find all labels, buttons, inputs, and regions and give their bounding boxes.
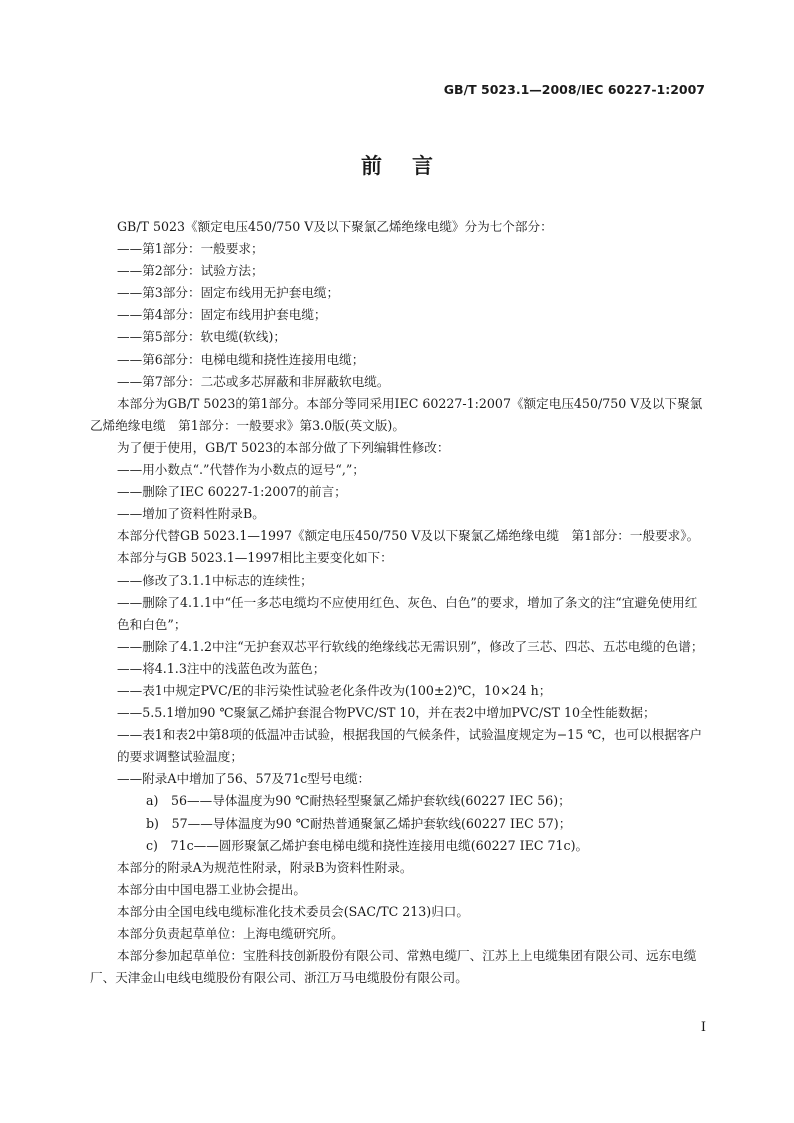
list-item: ——删除了4.1.1中“任一多芯电缆均不应使用红色、灰色、白色”的要求，增加了条文的注“宜避免使用红色和白色”； [117, 594, 698, 632]
paragraph: 本部分代替GB 5023.1—1997《额定电压450/750 V及以下聚氯乙烯绝缘电缆 第1部分：一般要求》。 [117, 528, 700, 544]
paragraph: 本部分负责起草单位：上海电缆研究所。 [117, 926, 344, 941]
page-title: 前言 [361, 153, 463, 178]
list-item: ——第3部分：固定布线用无护套电缆； [117, 285, 340, 301]
list-item: ——第5部分：软电缆(软线)； [117, 329, 286, 345]
sub-list-item: b) 57——导体温度为90 ℃耐热普通聚氯乙烯护套软线(60227 IEC 57)； [146, 815, 572, 831]
paragraph: 为了便于使用，GB/T 5023的本部分做了下列编辑性修改： [117, 439, 450, 455]
standard-code-header: GB/T 5023.1—2008/IEC 60227-1:2007 [443, 82, 705, 97]
list-item: ——将4.1.3注中的浅蓝色改为蓝色； [117, 660, 326, 676]
list-item: ——用小数点“.”代替作为小数点的逗号“,”； [117, 462, 365, 478]
list-item: ——第2部分：试验方法； [117, 263, 264, 279]
page-number: I [700, 1020, 706, 1035]
list-item: ——第7部分：二芯或多芯屏蔽和非屏蔽软电缆。 [117, 373, 390, 389]
list-item: ——第1部分：一般要求； [117, 241, 264, 257]
document-body [90, 216, 706, 989]
sub-list-item: a) 56——导体温度为90 ℃耐热轻型聚氯乙烯护套软线(60227 IEC 56)； [146, 793, 571, 809]
list-item: ——表1中规定PVC/E的非污染性试验老化条件改为(100±2)℃，10×24 h； [117, 682, 552, 698]
list-item: ——删除了IEC 60227-1:2007的前言； [117, 484, 347, 500]
paragraph: 本部分参加起草单位：宝胜科技创新股份有限公司、常熟电缆厂、江苏上上电缆集团有限公司、远东电缆厂、天津金山电线电缆股份有限公司、浙江万马电缆股份有限公司。 [90, 948, 697, 986]
paragraph: 本部分由全国电线电缆标准化技术委员会(SAC/TC 213)归口。 [117, 903, 469, 919]
paragraph: 本部分与GB 5023.1—1997相比主要变化如下： [117, 550, 393, 566]
list-item: ——附录A中增加了56、57及71c型号电缆： [117, 771, 371, 787]
list-item: ——修改了3.1.1中标志的连续性； [117, 572, 313, 588]
list-item: ——第4部分：固定布线用护套电缆； [117, 307, 327, 323]
list-item: ——第6部分：电梯电缆和挠性连接用电缆； [117, 351, 365, 367]
list-item: ——5.5.1增加90 ℃聚氯乙烯护套混合物PVC/ST 10，并在表2中增加PVC/ST 10全性能数据； [117, 705, 656, 721]
list-item: ——删除了4.1.2中注“无护套双芯平行软线的绝缘线芯无需识别”，修改了三芯、四芯、五芯电缆的色谱； [117, 638, 704, 654]
paragraph: 本部分为GB/T 5023的第1部分。本部分等同采用IEC 60227-1:2007《额定电压450/750 V及以下聚氯乙烯绝缘电缆 第1部分：一般要求》第3.0版(英文版)。 [90, 395, 703, 433]
paragraph: GB/T 5023《额定电压450/750 V及以下聚氯乙烯绝缘电缆》分为七个部分： [117, 219, 553, 234]
paragraph: 本部分由中国电器工业协会提出。 [117, 881, 306, 897]
sub-list-item: c) 71c——圆形聚氯乙烯护套电梯电缆和挠性连接用电缆(60227 IEC 71c)。 [146, 837, 589, 853]
list-item: ——增加了资料性附录B。 [117, 506, 265, 522]
paragraph: 本部分的附录A为规范性附录，附录B为资料性附录。 [117, 859, 413, 875]
list-item: ——表1和表2中第8项的低温冲击试验，根据我国的气候条件，试验温度规定为−15 ℃，也可以根据客户的要求调整试验温度； [117, 727, 703, 765]
